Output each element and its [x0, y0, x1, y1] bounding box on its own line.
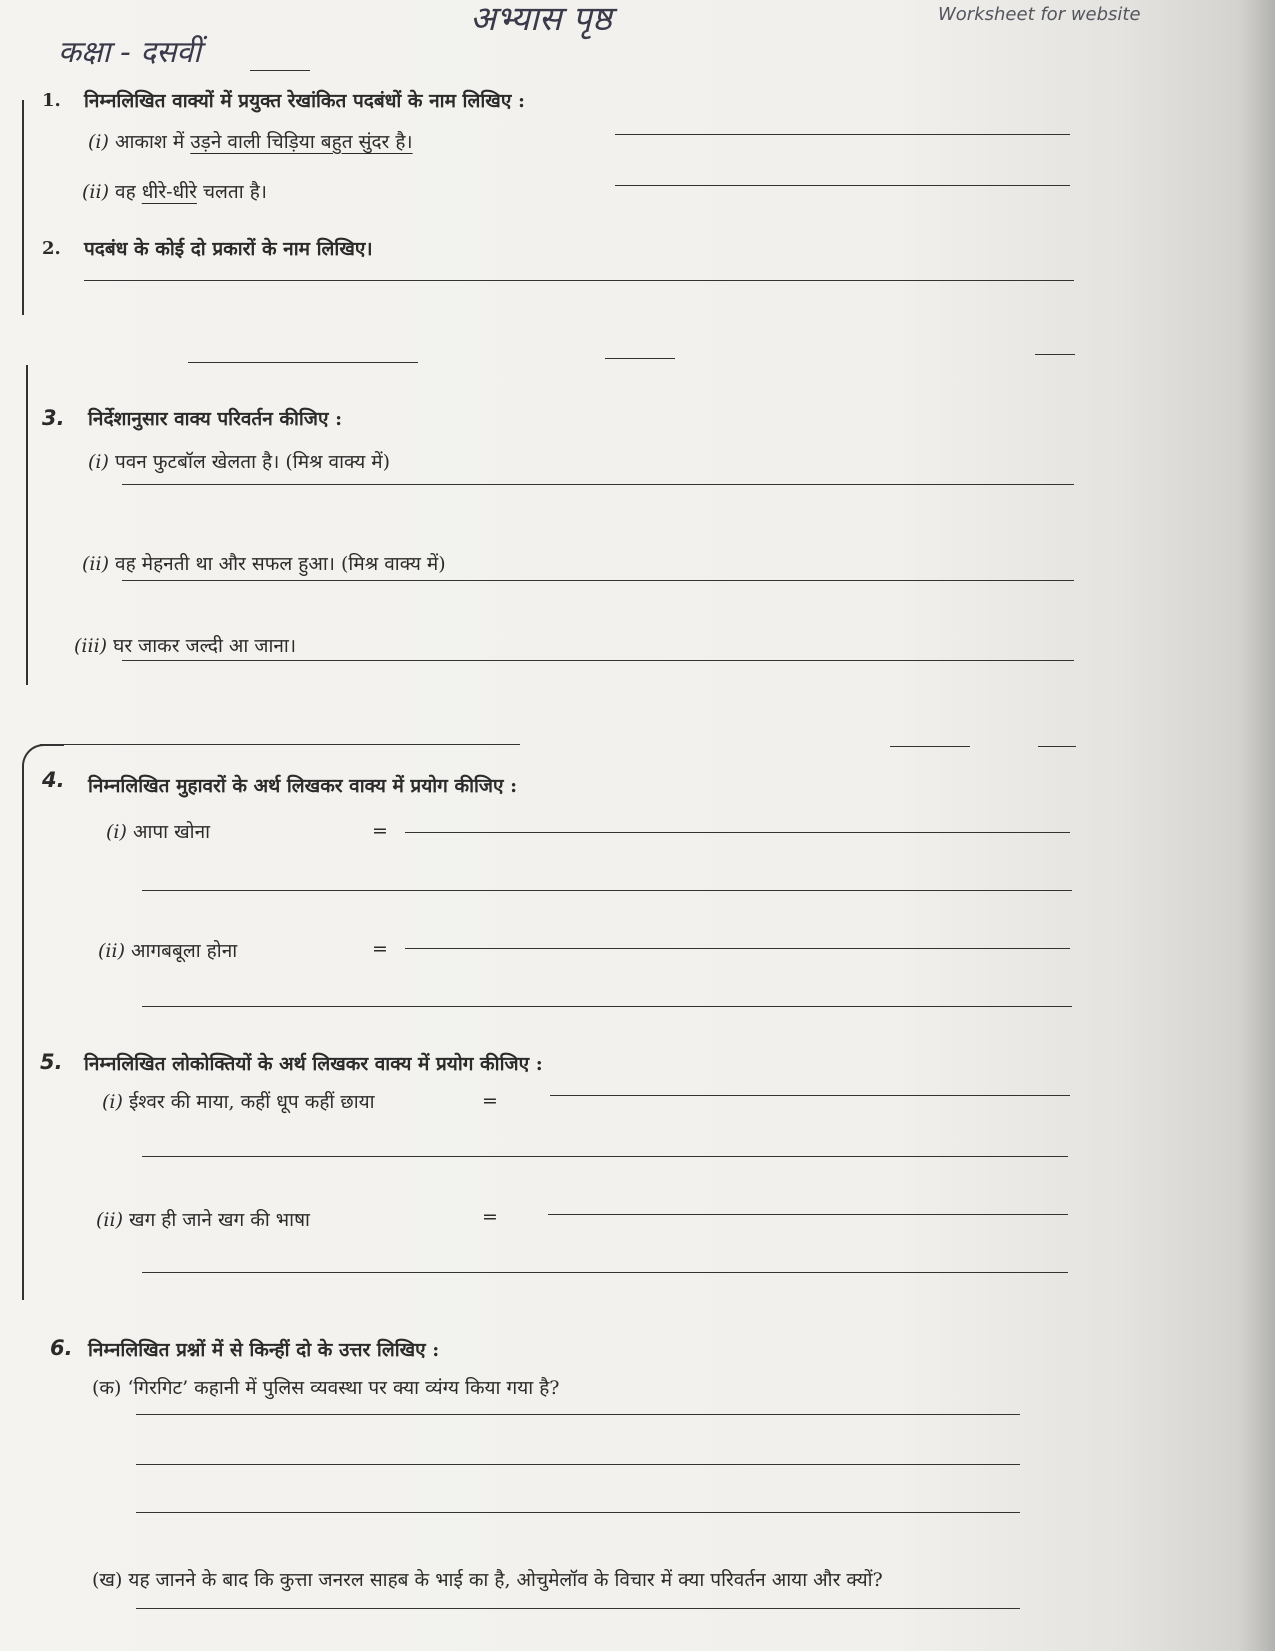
item-text: यह जानने के बाद कि कुत्ता जनरल साहब के भाई का है, ओचुमेलॉव के विचार में क्या परिवर्तन आया और क्यों? — [128, 1569, 883, 1591]
item-text: ‘गिरगिट’ कहानी में पुलिस व्यवस्था पर क्या व्यंग्य किया गया है? — [127, 1377, 560, 1399]
equals-sign: = — [482, 1206, 498, 1228]
class-label: कक्षा - दसवीं — [58, 35, 201, 70]
question-item — [88, 448, 390, 474]
answer-line — [890, 746, 970, 747]
margin-rule-mid — [26, 365, 28, 685]
question-item — [96, 1206, 310, 1232]
item-text: चलता है। — [196, 181, 267, 203]
question-item — [82, 178, 267, 204]
equals-sign: = — [482, 1090, 498, 1112]
item-text: आकाश में — [114, 131, 191, 153]
answer-line — [550, 1095, 1070, 1096]
question-text: निम्नलिखित प्रश्नों में से किन्हीं दो के उत्तर लिखिए : — [88, 1339, 440, 1361]
question-item — [92, 1374, 559, 1400]
question-number: 3. — [42, 406, 65, 430]
item-label: (i) — [88, 131, 109, 153]
answer-line — [188, 362, 418, 363]
margin-rule-top — [22, 100, 24, 315]
question-number: 2. — [42, 238, 61, 259]
answer-line — [142, 1006, 1072, 1007]
underlined-phrase: उड़ने वाली चिड़िया बहुत सुंदर है। — [190, 131, 413, 153]
equals-sign: = — [372, 938, 388, 960]
item-text: ईश्वर की माया, कहीं धूप कहीं छाया — [128, 1091, 375, 1113]
question-text: निम्नलिखित मुहावरों के अर्थ लिखकर वाक्य में प्रयोग कीजिए : — [88, 775, 518, 797]
section-top-rule — [40, 744, 520, 745]
answer-line — [142, 1156, 1068, 1157]
answer-line — [136, 1464, 1020, 1465]
item-text: घर जाकर जल्दी आ जाना। — [113, 635, 297, 657]
corner-note: Worksheet for website — [938, 4, 1141, 25]
answer-line — [84, 280, 1074, 281]
question-number: 5. — [40, 1050, 63, 1074]
question-text: निम्नलिखित लोकोक्तियों के अर्थ लिखकर वाक्य में प्रयोग कीजिए : — [84, 1053, 543, 1075]
answer-line — [615, 134, 1070, 135]
answer-line — [548, 1214, 1068, 1215]
answer-line — [142, 890, 1072, 891]
answer-line — [405, 948, 1070, 949]
answer-line — [136, 1608, 1020, 1609]
margin-rule-bottom — [22, 770, 24, 1300]
item-label: (ii) — [82, 181, 109, 203]
item-label: (iii) — [74, 635, 108, 657]
item-text: आगबबूला होना — [131, 940, 238, 962]
question-number: 4. — [42, 768, 65, 792]
item-label: (ii) — [82, 553, 109, 575]
answer-line — [615, 185, 1070, 186]
answer-line — [142, 1272, 1068, 1273]
answer-line — [122, 484, 1074, 485]
class-label-dash — [250, 70, 310, 71]
answer-line — [605, 358, 675, 359]
question-item — [92, 1566, 883, 1592]
answer-line — [1035, 354, 1075, 355]
item-label: (i) — [102, 1091, 123, 1113]
item-label: (ख) — [92, 1569, 123, 1591]
answer-line — [1038, 746, 1076, 747]
item-text: आपा खोना — [132, 821, 211, 843]
answer-line — [405, 832, 1070, 833]
answer-line — [136, 1512, 1020, 1513]
question-item — [98, 937, 237, 963]
answer-line — [122, 580, 1074, 581]
item-label: (i) — [106, 821, 127, 843]
item-label: (ii) — [96, 1209, 123, 1231]
item-text: खग ही जाने खग की भाषा — [129, 1209, 310, 1231]
item-text: वह — [115, 181, 142, 203]
item-label: (i) — [88, 451, 109, 473]
question-item — [88, 128, 413, 154]
answer-line — [122, 660, 1074, 661]
answer-line — [136, 1414, 1020, 1415]
scan-edge-shadow — [1239, 0, 1275, 1651]
question-item — [82, 550, 446, 576]
question-number: 6. — [50, 1336, 73, 1360]
question-item — [106, 818, 210, 844]
item-label: (क) — [92, 1377, 122, 1399]
item-text: पवन फुटबॉल खेलता है। (मिश्र वाक्य में) — [114, 451, 391, 473]
question-text: निम्नलिखित वाक्यों में प्रयुक्त रेखांकित पदबंधों के नाम लिखिए : — [84, 90, 525, 112]
page-title: अभ्यास पृष्ठ — [470, 0, 612, 39]
item-text: वह मेहनती था और सफल हुआ। (मिश्र वाक्य में) — [115, 553, 446, 575]
equals-sign: = — [372, 820, 388, 842]
item-label: (ii) — [98, 940, 125, 962]
question-text: निर्देशानुसार वाक्य परिवर्तन कीजिए : — [88, 408, 343, 430]
question-number: 1. — [42, 90, 61, 111]
question-item — [74, 632, 296, 658]
question-item — [102, 1088, 375, 1114]
question-text: पदबंध के कोई दो प्रकारों के नाम लिखिए। — [84, 238, 373, 260]
underlined-phrase: धीरे-धीरे — [141, 181, 197, 203]
